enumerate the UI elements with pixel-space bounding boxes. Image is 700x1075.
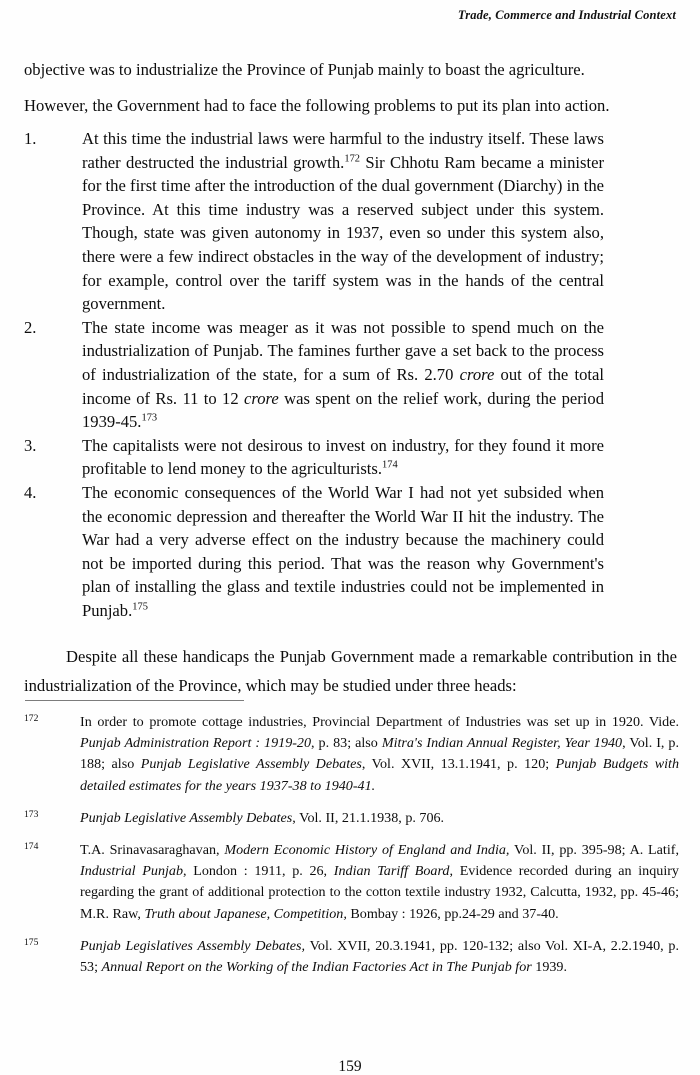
- text-run: , p. 83; also: [311, 735, 382, 752]
- text-run: out of the total income of Rs. 11 to 12: [82, 364, 605, 408]
- tail-paragraph-block: [24, 642, 677, 700]
- list-item: [24, 481, 604, 623]
- italic-text: Punjab Legislative Assembly Debates: [140, 756, 362, 773]
- text-run: , London : 1911, p. 26,: [183, 863, 334, 880]
- footnote-number: 175: [24, 936, 39, 948]
- list-item-text: [82, 483, 604, 620]
- list-item-marker: 2.: [24, 317, 37, 337]
- text-run: T.A. Srinavasaraghavan,: [80, 842, 225, 859]
- list-item: [24, 434, 604, 481]
- italic-text: Modern Economic History of England and India,: [224, 842, 510, 859]
- italic-text: Punjab Budgets with detailed estimates for the years 1937-38 to 1940-41.: [80, 756, 679, 794]
- italic-text: Industrial Punjab: [80, 863, 183, 880]
- footnote-entry: [24, 840, 679, 925]
- footnote-list: [24, 712, 679, 978]
- footnote-text: [80, 810, 444, 826]
- list-item-text: [82, 129, 604, 313]
- numbered-problem-list: [24, 127, 604, 622]
- text-run: The state income was meager as it was not possible to spend much on the industrialization of Punjab. The famines further gave a set back to the process of industrialization of the state, for a sum of Rs. 2.70: [82, 317, 604, 384]
- text-run: 1939.: [531, 959, 567, 976]
- list-item-text: [82, 436, 604, 479]
- italic-text: Annual Report on the Working of the Indian Factories Act in The Punjab for: [101, 959, 532, 976]
- text-run: , Vol. XVII, 13.1.1941, p. 120;: [361, 756, 556, 773]
- list-item: [24, 316, 604, 434]
- text-run: , Vol. II, 21.1.1938, p. 706.: [292, 809, 445, 826]
- footnote-text: [80, 938, 679, 975]
- text-run: Bombay : 1926, pp.24-29 and 37-40.: [346, 905, 559, 922]
- list-item: [24, 127, 604, 316]
- list-item-marker: 4.: [24, 482, 37, 502]
- body-text-block: [24, 55, 677, 707]
- footnote-number: 172: [24, 713, 39, 724]
- paragraph-intro: However, the Government had to face the following problems to put its plan into action.: [24, 96, 610, 115]
- text-run: Sir Chhotu Ram became a minister for the first time after the introduction of the dual government (Diarchy) in the Province. At this time industry was a reserved subject under this system. Though, state was given autonomy in 1937, even so under this system also, there were a few indirect obstacles in the way of the development of industry; for example, control over the tariff system was in the hands of the central government.: [82, 152, 604, 314]
- text-run: Vol. II, pp. 395-98; A. Latif,: [509, 842, 679, 859]
- text-run: The economic consequences of the World War I had not yet subsided when the economic depression and thereafter the World War II hit the industry. The War had a very adverse effect on the industry because the machinery could not be imported during this period. That was the reason why Government's plan of installing the glass and textile industries could not be implemented in Punjab.: [82, 482, 604, 620]
- paragraph-continuation: objective was to industrialize the Province of Punjab mainly to boast the agriculture.: [24, 60, 585, 79]
- footnote-reference: 173: [141, 412, 158, 424]
- text-run: was spent on the relief work, during the period 1939-45.: [82, 388, 604, 432]
- italic-text: Truth about Japanese, Competition,: [144, 905, 347, 922]
- list-item-text: [82, 318, 604, 431]
- footnote-number: 173: [24, 808, 39, 820]
- footnote-text: [80, 714, 679, 794]
- italic-text: Punjab Legislatives Assembly Debates,: [80, 937, 306, 954]
- text-run: , Vol. I, p. 188; also: [80, 735, 679, 773]
- text-run: Vol. XVII, 20.3.1941, pp. 120-132; also Vol. XI-A, 2.2.1940, p. 53;: [80, 937, 680, 976]
- italic-text: crore: [244, 388, 279, 408]
- footnote-entry: [24, 712, 679, 797]
- italic-text: Punjab Legislative Assembly Debates: [80, 809, 293, 826]
- footnote-reference: 174: [382, 459, 398, 471]
- text-run: At this time the industrial laws were harmful to the industry itself. These laws rather destructed the industrial growth.: [82, 129, 604, 172]
- footnote-text: [80, 842, 679, 922]
- italic-text: Mitra's Indian Annual Register, Year 1940: [381, 735, 623, 752]
- footnote-entry: [24, 808, 679, 829]
- text-run: The capitalists were not desirous to invest on industry, for they found it more profitable to lend money to the agriculturists.: [82, 435, 604, 479]
- text-run: In order to promote cottage industries, Provincial Department of Industries was set up in 1920. Vide.: [80, 714, 679, 730]
- footnote-entry: [24, 936, 679, 978]
- text-run: , Evidence recorded during an inquiry regarding the grant of additional protection to the cotton textile industry 1932, Calcutta, 1932, pp. 45-46; M.R. Raw,: [80, 863, 679, 922]
- list-item-marker: 1.: [24, 129, 37, 148]
- footnote-number: 174: [24, 841, 39, 853]
- footnote-separator-rule: [25, 700, 244, 701]
- footnote-area: [24, 700, 679, 989]
- footnote-reference: 175: [132, 601, 148, 613]
- running-head: Trade, Commerce and Industrial Context: [457, 8, 676, 22]
- paragraph-conclusion: Despite all these handicaps the Punjab Government made a remarkable contribution in the industrialization of the Province, which may be studied under three heads:: [24, 647, 677, 696]
- footnote-reference: 172: [344, 153, 360, 165]
- italic-text: crore: [459, 364, 495, 384]
- italic-text: Indian Tariff Board: [333, 863, 450, 880]
- list-item-marker: 3.: [24, 435, 37, 455]
- page-number: 159: [338, 1058, 362, 1075]
- italic-text: Punjab Administration Report : 1919-20: [80, 735, 312, 752]
